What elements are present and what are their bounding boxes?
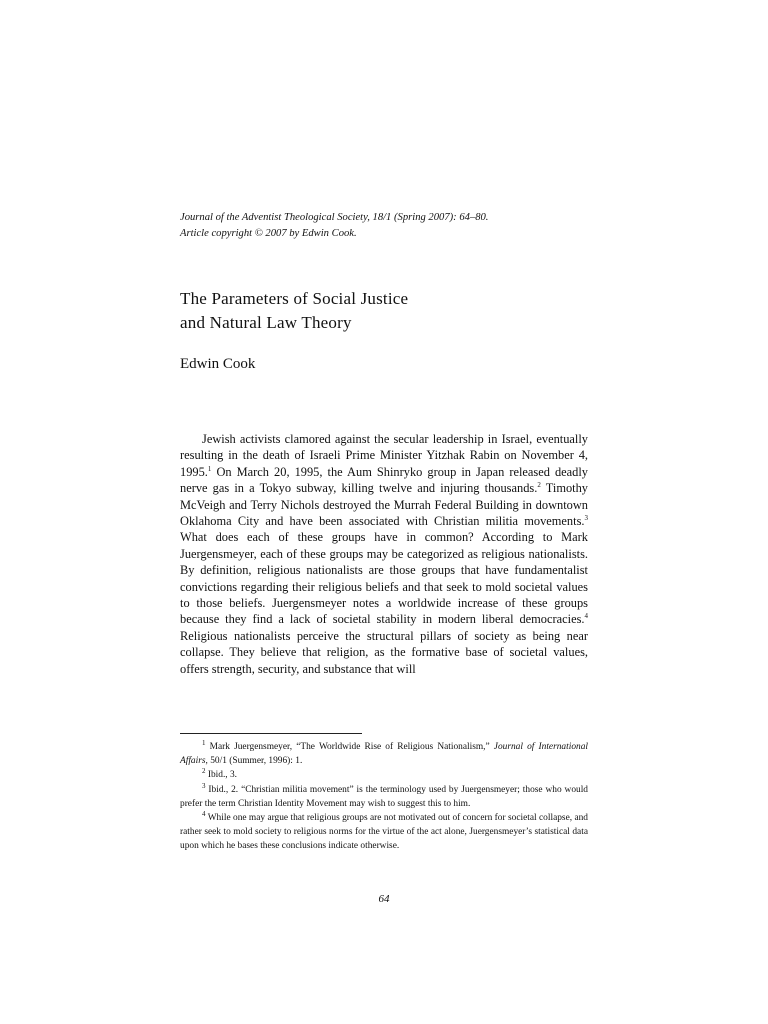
footnote-number: 3	[202, 781, 206, 790]
footnote-text: Ibid., 2. “Christian militia movement” is the terminology used by Juergensmeyer; those who would prefer the term Christian Identity Movement may wish to suggest this to him.	[180, 784, 588, 809]
body-text	[180, 431, 588, 677]
body-text-segment: What does each of these groups have in common? According to Mark Juergensmeyer, each of these groups may be categorized as religious nationalists. By definition, religious nationalists are those groups that have fundamentalist convictions regarding their religious beliefs and that seek to mold societal values to those beliefs. Juergensmeyer notes a worldwide increase of these groups because they find a lack of societal stability in modern liberal democracies.	[180, 530, 588, 627]
body-text-segment: Timothy McVeigh and Terry Nichols destroyed the Murrah Federal Building in downtown Oklahoma City and have been associated with Christian militia movements.	[180, 481, 588, 529]
footnote-text: Ibid., 3.	[205, 770, 238, 781]
body-paragraph	[180, 431, 588, 677]
footnote-ref-3[interactable]: 3	[584, 513, 588, 522]
footnote-ref-2[interactable]: 2	[537, 481, 541, 490]
copyright-line: Article copyright © 2007 by Edwin Cook.	[180, 228, 357, 239]
footnotes	[180, 740, 588, 854]
footnote-number: 2	[202, 767, 206, 776]
footnote-number: 1	[202, 738, 206, 747]
footnote-3	[180, 783, 588, 811]
footnote-journal-title: Journal of International Affairs	[180, 742, 588, 767]
footnote-divider	[180, 733, 362, 734]
body-text-segment: On March 20, 1995, the Aum Shinryko group in Japan released deadly nerve gas in a Tokyo subway, killing twelve and injuring thousands.	[180, 464, 588, 496]
article-title	[180, 287, 408, 335]
journal-citation	[180, 210, 588, 242]
footnote-1	[180, 740, 588, 768]
author-name: Edwin Cook	[180, 356, 256, 372]
journal-citation-line-1: Journal of the Adventist Theological Society, 18/1 (Spring 2007): 64–80.	[180, 212, 489, 223]
body-text-segment: Jewish activists clamored against the secular leadership in Israel, eventually resulting in the death of Israeli Prime Minister Yitzhak Rabin on November 4, 1995.	[180, 432, 588, 479]
page-number: 64	[378, 893, 390, 905]
footnote-4	[180, 811, 588, 854]
footnote-ref-4[interactable]: 4	[584, 612, 588, 621]
footnote-text: , 50/1 (Summer, 1996): 1.	[205, 756, 303, 767]
footnote-text: Mark Juergensmeyer, “The Worldwide Rise of Religious Nationalism,”	[205, 742, 494, 752]
article-title-line-2: and Natural Law Theory	[180, 313, 352, 332]
footnote-text: While one may argue that religious groups are not motivated out of concern for societal collapse, and rather seek to mold society to religious norms for the virtue of the act alone, Juergensmeyer’s statistical data upon which he bases these conclusions indicate otherwise.	[180, 813, 588, 852]
footnote-number: 4	[202, 809, 206, 818]
footnote-ref-1[interactable]: 1	[207, 464, 212, 473]
article-title-line-1: The Parameters of Social Justice	[180, 289, 409, 308]
footnote-2	[180, 768, 588, 782]
body-text-segment: Religious nationalists perceive the structural pillars of society as being near collapse. They believe that religion, as the formative base of societal values, offers strength, security, and substance that will	[180, 628, 588, 676]
